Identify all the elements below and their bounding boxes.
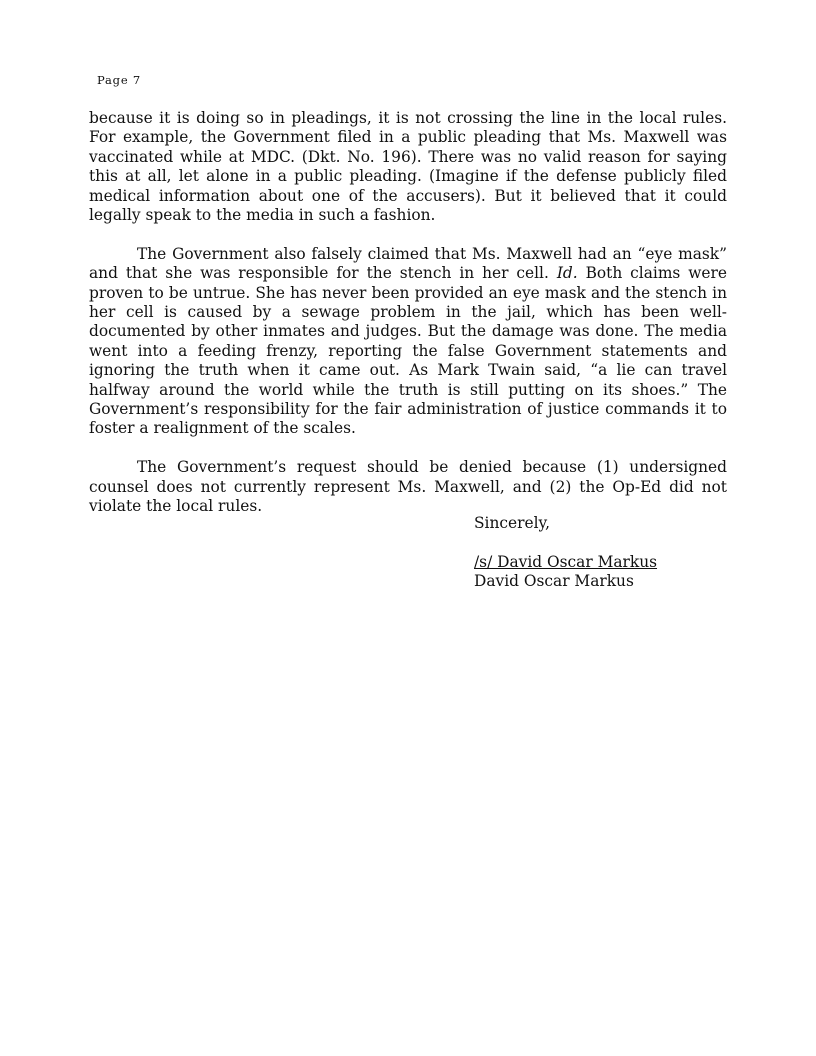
paragraph-text-before-citation: The Government also falsely claimed that Ms. Maxwell had an “eye mask” and that she was responsible for the stench in her cell.: [89, 244, 727, 283]
page-number: Page 7: [97, 73, 142, 87]
paragraph-text-after-citation: Both claims were proven to be untrue. She has never been provided an eye mask and the stench in her cell is caused by a sewage problem in the jail, which has been well-documented by other inmates and judges. But the damage was done. The media went into a feeding frenzy, reporting the false Government statements and ignoring the truth when it came out. As Mark Twain said, “a lie can travel halfway around the world while the truth is still putting on its shoes.” The Government’s responsibility for the fair administration of justice commands it to foster a realignment of the scales.: [89, 264, 728, 438]
paragraph-request-denied: The Government’s request should be denied because (1) undersigned counsel does not currently represent Ms. Maxwell, and (2) the Op-Ed did not violate the local rules.: [89, 458, 727, 516]
electronic-signature: /s/ David Oscar Markus: [474, 552, 658, 571]
closing-salutation: Sincerely,: [474, 514, 551, 532]
closing-block: [474, 514, 657, 592]
paragraph-government-claims: [89, 245, 727, 439]
letter-body: [89, 109, 727, 536]
paragraph-continuation: because it is doing so in pleadings, it is not crossing the line in the local rules. For example, the Government filed in a public pleading that Ms. Maxwell was vaccinated while at MDC. (Dkt. No. 196). There was no valid reason for saying this at all, let alone in a public pleading. (Imagine if the defense publicly filed medical information about one of the accusers). But it believed that it could legally speak to the media in such a fashion.: [89, 109, 727, 225]
signer-name: David Oscar Markus: [474, 572, 634, 591]
italic-citation: Id.: [556, 264, 578, 283]
